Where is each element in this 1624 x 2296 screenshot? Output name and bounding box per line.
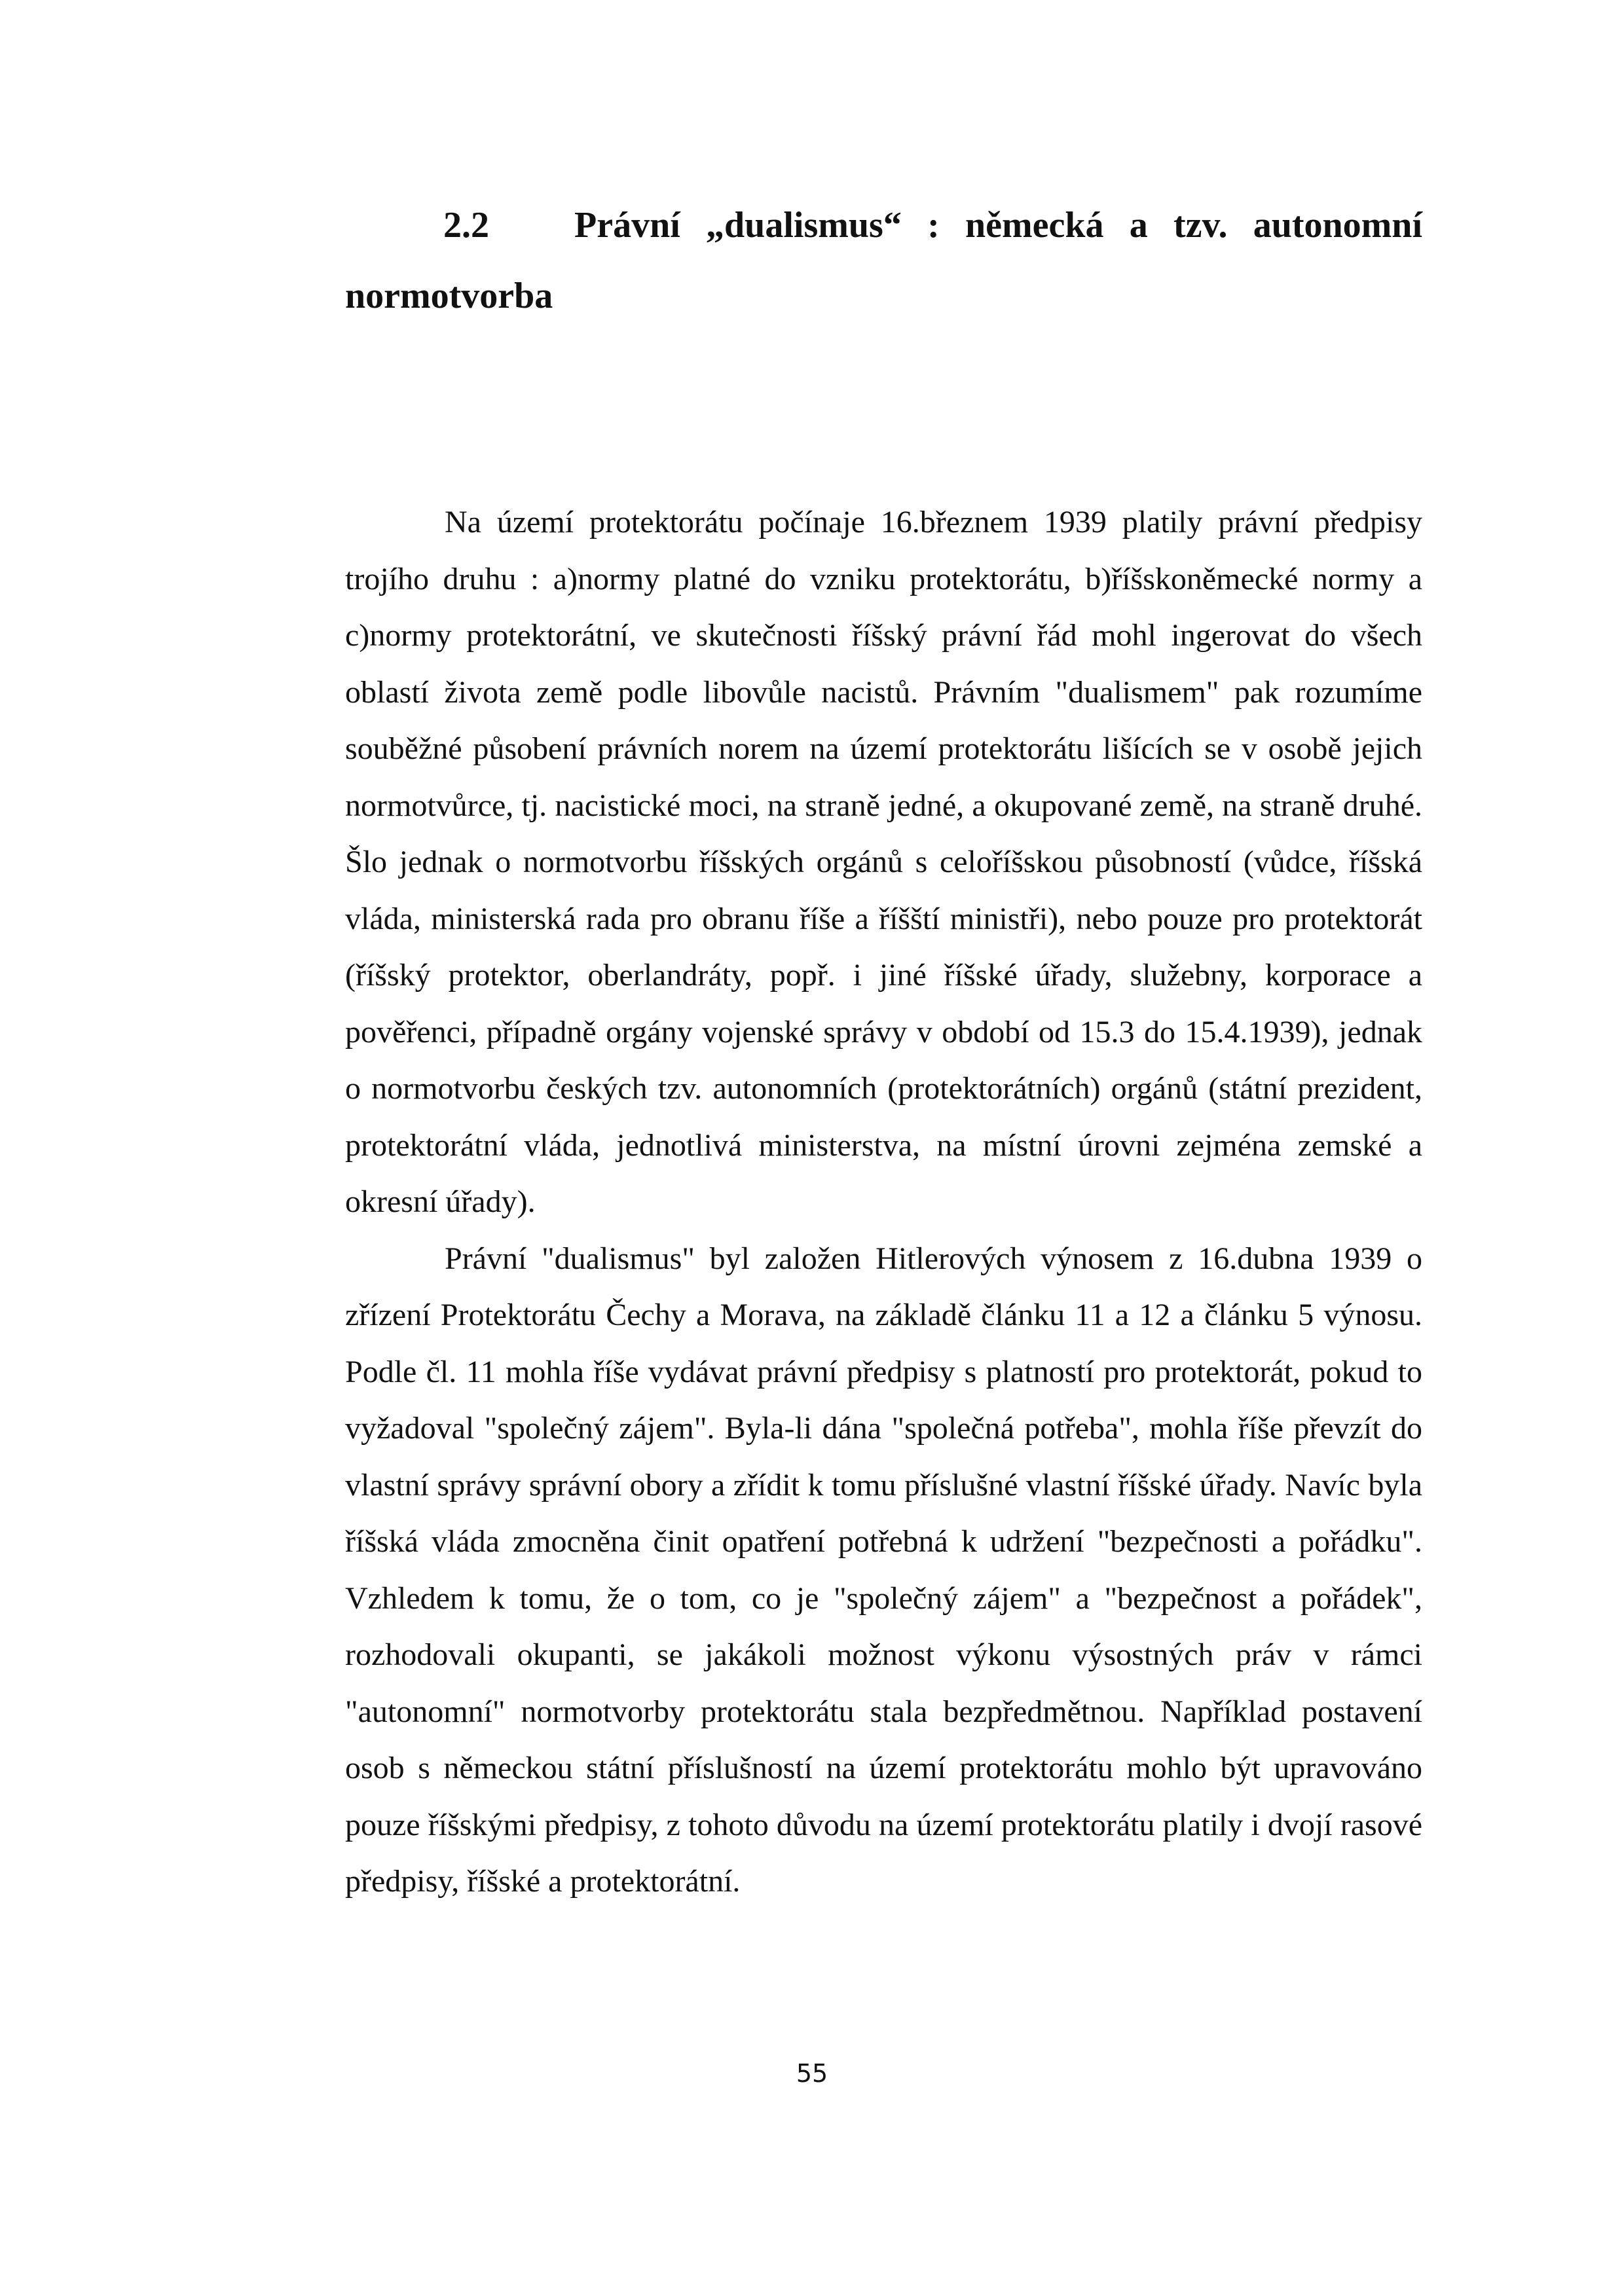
page-number: 55 <box>796 2059 828 2088</box>
paragraph: Právní "dualismus" byl založen Hitlerových výnosem z 16.dubna 1939 o zřízení Protektorátu Čechy a Morava, na základě článku 11 a 12 a článku 5 výnosu. Podle čl. 11 mohla říše vydávat právní předpisy s platností pro protektorát, pokud to vyžadoval "společný zájem". Byla-li dána "společná potřeba", mohla říše převzít do vlastní správy správní obory a zřídit k tomu příslušné vlastní říšské úřady. Navíc byla říšská vláda zmocněna činit opatření potřebná k udržení "bezpečnosti a pořádku". Vzhledem k tomu, že o tom, co je "společný zájem" a "bezpečnost a pořádek", rozhodovali okupanti, se jakákoli možnost výkonu výsostných práv v rámci "autonomní" normotvorby protektorátu stala bezpředmětnou. Například postavení osob s německou státní příslušností na území protektorátu mohlo být upravováno pouze říšskými předpisy, z tohoto důvodu na území protektorátu platily i dvojí rasové předpisy, říšské a protektorátní. <box>345 1241 1422 1899</box>
section-heading <box>345 190 1422 331</box>
section-heading-line1 <box>345 190 1422 261</box>
section-title-line1: Právní „dualismus“ : německá a tzv. autonomní <box>574 205 1422 246</box>
section-number: 2.2 <box>443 205 489 246</box>
body-text <box>345 494 1422 1910</box>
section-title-line2: normotvorba <box>345 276 553 316</box>
paragraph: Na území protektorátu počínaje 16.březnem 1939 platily právní předpisy trojího druhu : a)normy platné do vzniku protektorátu, b)říšskoněmecké normy a c)normy protektorátní, ve skutečnosti říšský právní řád mohl ingerovat do všech oblastí života země podle libovůle nacistů. Právním "dualismem" pak rozumíme souběžné působení právních norem na území protektorátu lišících se v osobě jejich normotvůrce, tj. nacistické moci, na straně jedné, a okupované země, na straně druhé. Šlo jednak o normotvorbu říšských orgánů s celoříšskou působností (vůdce, říšská vláda, ministerská rada pro obranu říše a říšští ministři), nebo pouze pro protektorát (říšský protektor, oberlandráty, popř. i jiné říšské úřady, služebny, korporace a pověřenci, případně orgány vojenské správy v období od 15.3 do 15.4.1939), jednak o normotvorbu českých tzv. autonomních (protektorátních) orgánů (státní prezident, protektorátní vláda, jednotlivá ministerstva, na místní úrovni zejména zemské a okresní úřady). <box>345 505 1422 1219</box>
